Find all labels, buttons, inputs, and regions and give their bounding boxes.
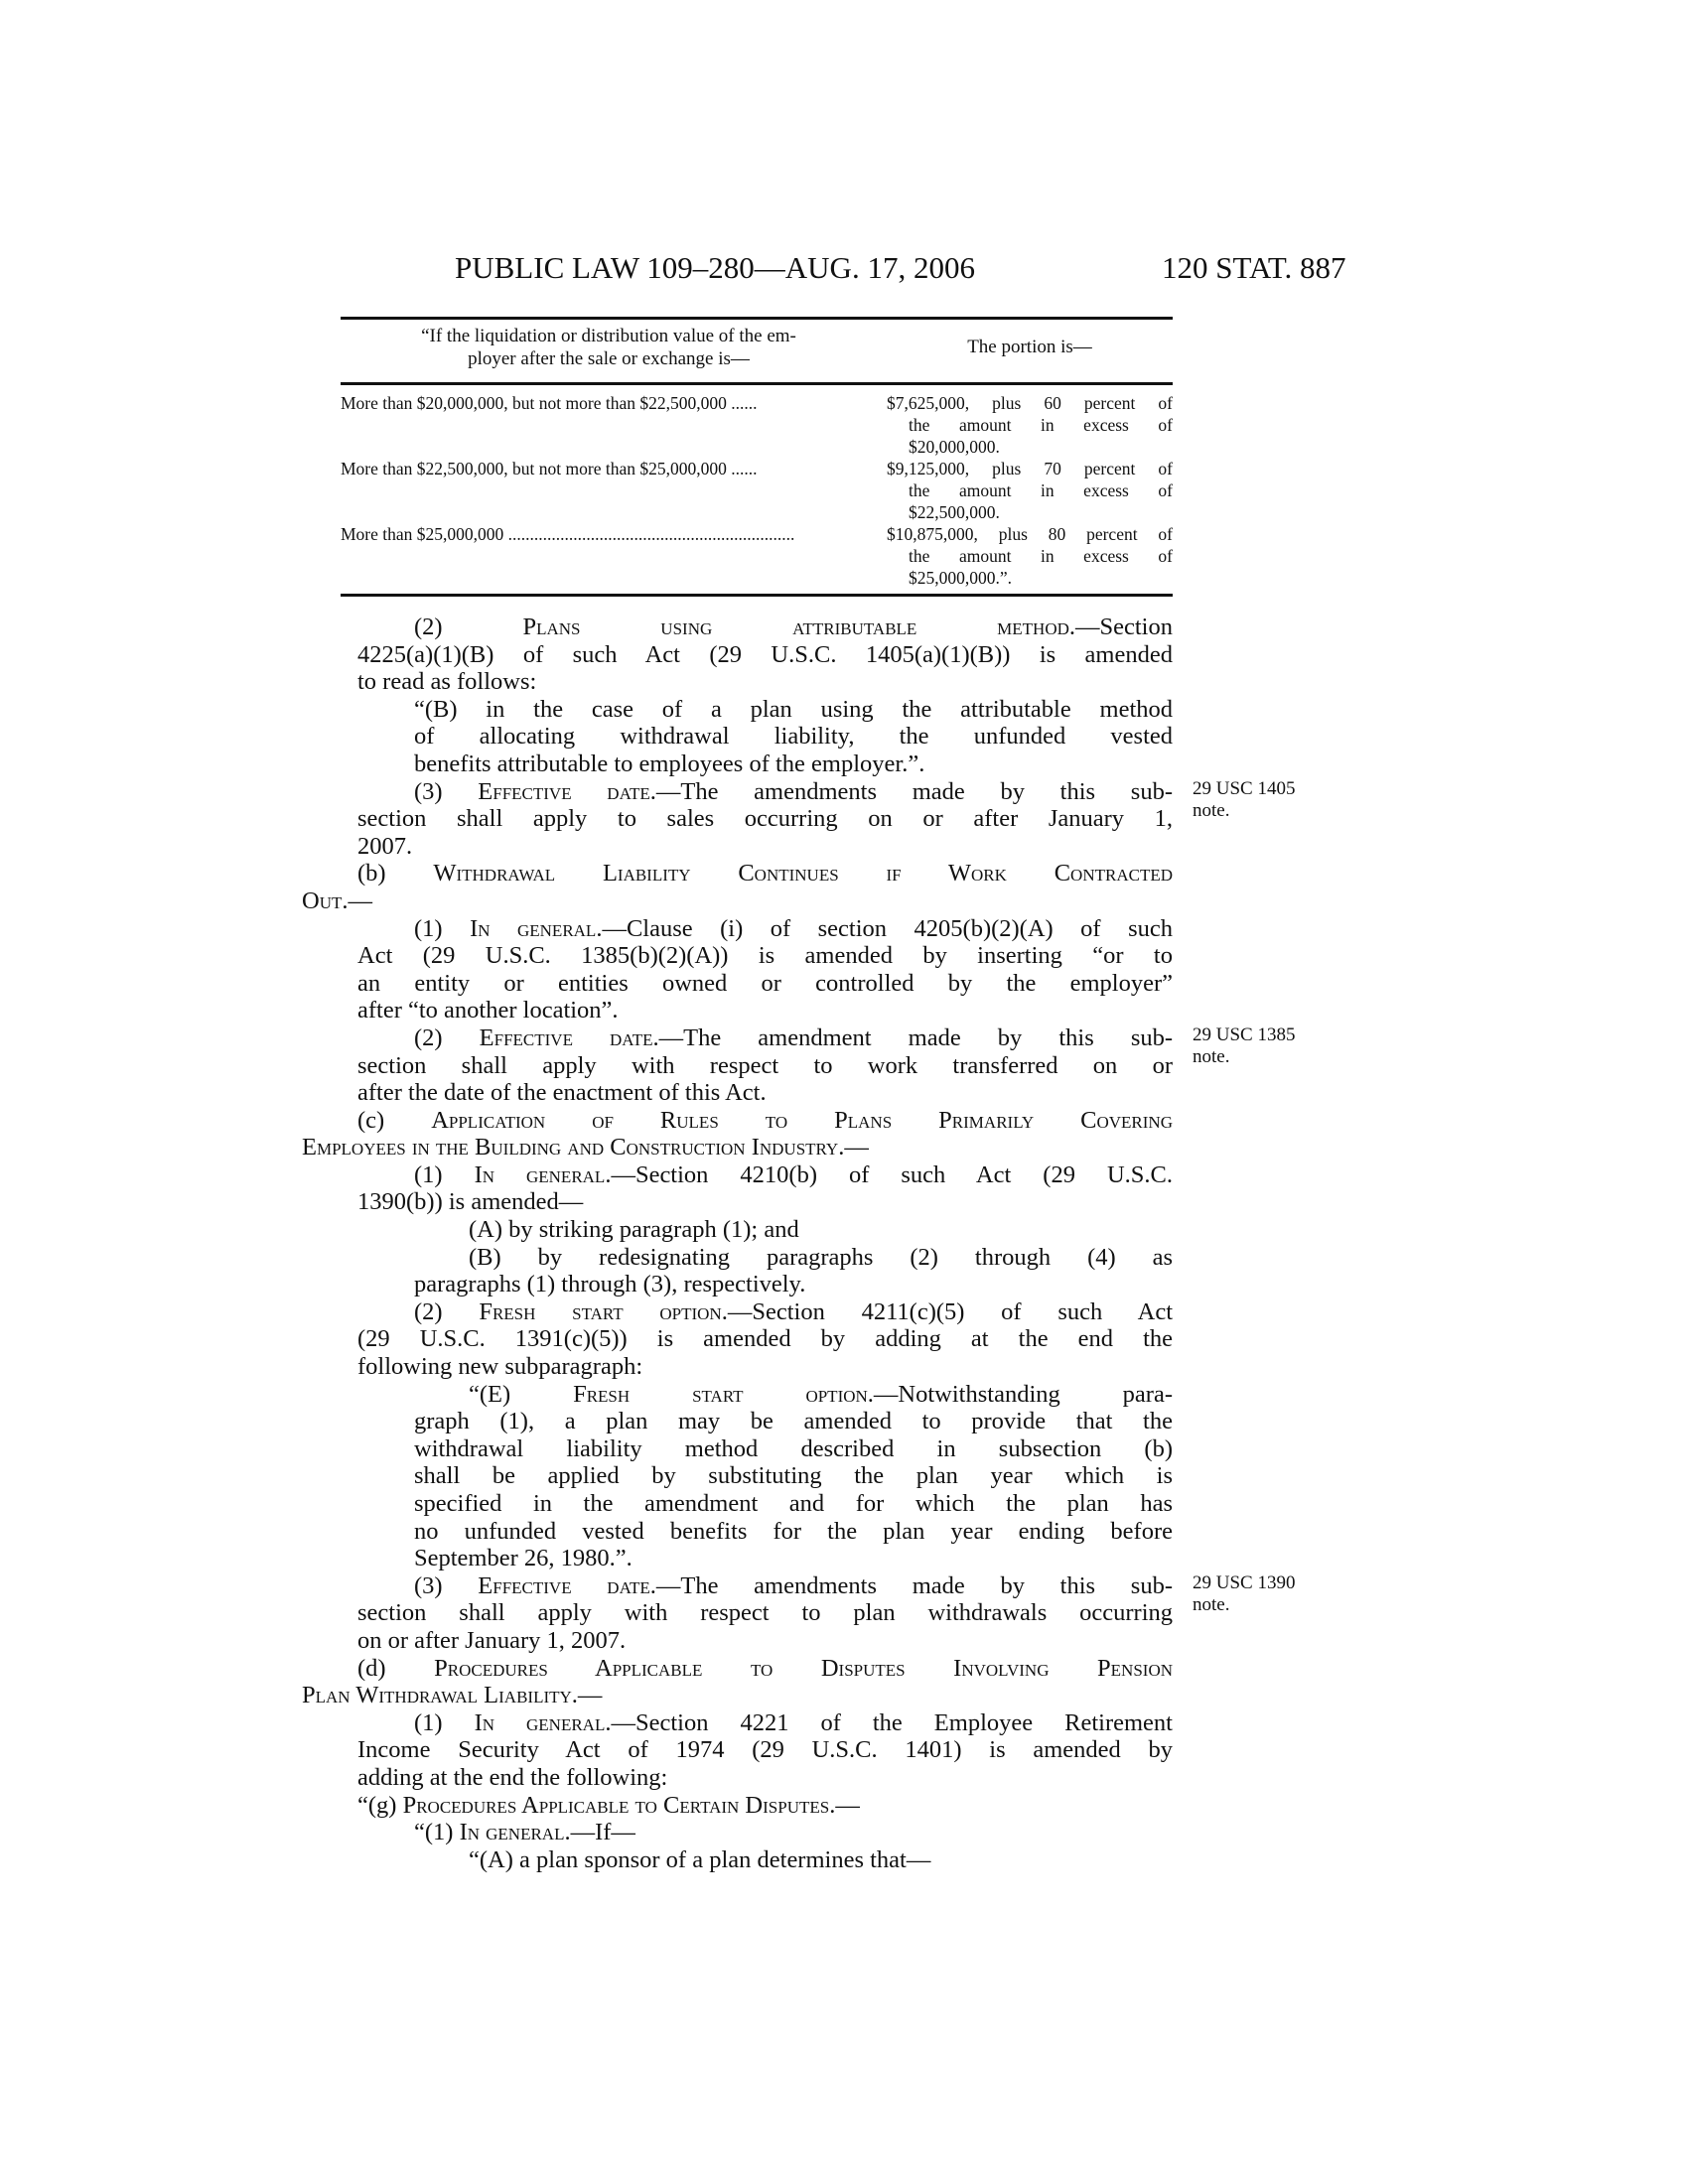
text-line bbox=[469, 1381, 1173, 1409]
margin-note bbox=[1193, 1572, 1295, 1616]
text-segment: .—Section 4211(c)(5) of such Act bbox=[721, 1297, 1173, 1325]
text-segment: .—Clause (i) of section 4205(b)(2)(A) of such bbox=[596, 914, 1173, 942]
text-line bbox=[357, 1188, 1173, 1216]
margin-note bbox=[1193, 778, 1295, 822]
text-segment: (29 U.S.C. 1391(c)(5)) is amended by adding at the end the bbox=[357, 1325, 1173, 1353]
text-line bbox=[357, 1792, 1173, 1820]
text-line bbox=[414, 1161, 1173, 1189]
text-line bbox=[302, 1682, 1173, 1709]
table-row-portion bbox=[887, 523, 1173, 589]
section-heading: Employees in the Building and Construction Industry bbox=[302, 1134, 839, 1161]
text-segment: section shall apply with respect to work transferred on or bbox=[357, 1051, 1173, 1079]
text-line bbox=[302, 1134, 1173, 1161]
text-line bbox=[469, 1846, 1173, 1874]
text-line bbox=[414, 1709, 1173, 1737]
text-segment: (1) bbox=[414, 1708, 475, 1736]
section-heading: Fresh start option bbox=[479, 1297, 722, 1325]
statute-body bbox=[302, 614, 1296, 1873]
text-line bbox=[357, 1599, 1173, 1627]
text-segment: (3) bbox=[414, 1571, 479, 1599]
text-segment: (c) bbox=[357, 1106, 432, 1134]
text-line bbox=[414, 614, 1173, 641]
portion-line: $25,000,000.”. bbox=[909, 568, 1013, 588]
text-segment: (3) bbox=[414, 777, 479, 805]
text-line bbox=[357, 1052, 1173, 1080]
text-line bbox=[414, 1490, 1173, 1518]
text-segment: section shall apply to sales occurring on or after January 1, bbox=[357, 805, 1173, 833]
table-row-portion bbox=[887, 392, 1173, 458]
text-segment: withdrawal liability method described in subsection (b) bbox=[414, 1434, 1173, 1462]
text-line bbox=[357, 641, 1173, 669]
text-line bbox=[357, 1353, 1173, 1381]
text-segment: an entity or entities owned or controlled by the employer” bbox=[357, 969, 1173, 997]
text-line bbox=[357, 860, 1173, 887]
header-line: “If the liquidation or distribution value of the em- bbox=[421, 326, 796, 346]
text-segment: after “to another location”. bbox=[357, 997, 619, 1024]
text-segment: (2) bbox=[414, 614, 523, 640]
text-segment: Income Security Act of 1974 (29 U.S.C. 1401) is amended by bbox=[357, 1736, 1173, 1764]
page-number: 120 STAT. 887 bbox=[1162, 250, 1346, 285]
text-line bbox=[357, 1736, 1173, 1764]
text-line bbox=[357, 1655, 1173, 1683]
text-line bbox=[414, 1462, 1173, 1490]
portion-line: $10,875,000, plus 80 percent of bbox=[887, 524, 1173, 544]
text-segment: .— bbox=[571, 1682, 603, 1709]
section-heading: Effective date bbox=[478, 1571, 650, 1599]
text-segment: .— bbox=[838, 1134, 869, 1161]
text-line bbox=[414, 1271, 1173, 1298]
text-segment: .—Notwithstanding para- bbox=[867, 1380, 1173, 1408]
text-segment: .— bbox=[342, 887, 372, 914]
text-segment: of allocating withdrawal liability, the unfunded vested bbox=[414, 723, 1173, 751]
text-segment: 2007. bbox=[357, 832, 413, 860]
text-segment: (2) bbox=[414, 1297, 480, 1325]
text-segment: (B) by redesignating paragraphs (2) through (4) as bbox=[469, 1243, 1173, 1271]
text-segment: (2) bbox=[414, 1024, 480, 1051]
text-line bbox=[357, 1107, 1173, 1135]
section-heading: Effective date bbox=[478, 777, 650, 805]
margin-note-line: note. bbox=[1193, 799, 1230, 821]
text-segment: (d) bbox=[357, 1654, 435, 1682]
portion-line: the amount in excess of bbox=[909, 480, 1173, 500]
section-heading: In general bbox=[474, 1160, 606, 1188]
text-segment: Act (29 U.S.C. 1385(b)(2)(A)) is amended by inserting “or to bbox=[357, 942, 1173, 970]
table-row-range: More than $20,000,000, but not more than $22,500,000 ...... bbox=[341, 393, 758, 413]
column-header-value bbox=[341, 325, 877, 370]
text-line bbox=[414, 696, 1173, 724]
text-line bbox=[469, 1244, 1173, 1272]
header-line: ployer after the sale or exchange is— bbox=[468, 348, 750, 369]
text-segment: benefits attributable to employees of the employer.”. bbox=[414, 750, 925, 777]
section-heading: Effective date bbox=[479, 1024, 653, 1051]
text-segment: .—The amendment made by this sub- bbox=[652, 1024, 1174, 1051]
text-segment: after the date of the enactment of this Act. bbox=[357, 1079, 767, 1107]
text-line bbox=[414, 1435, 1173, 1463]
section-heading: Plans using attributable method bbox=[522, 614, 1069, 640]
text-segment: .— bbox=[829, 1791, 860, 1819]
section-heading: Withdrawal Liability Continues if Work Contracted bbox=[433, 860, 1173, 887]
table-row-range: More than $22,500,000, but not more than $25,000,000 ...... bbox=[341, 459, 758, 478]
text-line bbox=[414, 915, 1173, 943]
text-segment: following new subparagraph: bbox=[357, 1353, 643, 1381]
section-heading: Fresh start option bbox=[573, 1380, 868, 1408]
margin-note-line: 29 USC 1405 bbox=[1193, 777, 1296, 799]
margin-note-line: note. bbox=[1193, 1593, 1230, 1615]
text-segment: paragraphs (1) through (3), respectively. bbox=[414, 1271, 806, 1298]
margin-note-line: 29 USC 1385 bbox=[1193, 1024, 1296, 1045]
text-segment: .—Section bbox=[1068, 614, 1173, 640]
text-line bbox=[469, 1216, 1173, 1244]
text-segment: “(A) a plan sponsor of a plan determines that— bbox=[469, 1845, 931, 1873]
text-segment: .—The amendments made by this sub- bbox=[649, 1571, 1173, 1599]
text-line bbox=[302, 887, 1173, 915]
section-heading: Application of Rules to Plans Primarily Covering bbox=[431, 1106, 1173, 1134]
text-line bbox=[357, 997, 1173, 1024]
section-heading: In general bbox=[470, 914, 597, 942]
text-line bbox=[357, 1079, 1173, 1107]
text-segment: shall be applied by substituting the plan year which is bbox=[414, 1462, 1173, 1490]
text-line bbox=[414, 751, 1173, 778]
section-heading: Plan Withdrawal Liability bbox=[302, 1682, 572, 1709]
text-line bbox=[357, 1764, 1173, 1792]
text-segment: .—If— bbox=[564, 1819, 635, 1846]
text-line bbox=[414, 1819, 1173, 1846]
text-line bbox=[357, 833, 1173, 861]
text-line bbox=[357, 1627, 1173, 1655]
portion-line: $20,000,000. bbox=[909, 437, 1000, 457]
text-segment: (1) bbox=[414, 1160, 475, 1188]
text-line bbox=[414, 1545, 1173, 1572]
section-heading: Procedures Applicable to Certain Disputes bbox=[402, 1791, 830, 1819]
text-segment: section shall apply with respect to plan withdrawals occurring bbox=[357, 1599, 1173, 1627]
text-segment: specified in the amendment and for which the plan has bbox=[414, 1490, 1173, 1517]
margin-note-line: note. bbox=[1193, 1045, 1230, 1067]
text-segment: “(E) bbox=[469, 1380, 574, 1408]
running-header-title: PUBLIC LAW 109–280—AUG. 17, 2006 bbox=[455, 250, 975, 285]
text-line bbox=[414, 1518, 1173, 1546]
text-segment: (1) bbox=[414, 914, 471, 942]
text-line bbox=[357, 1325, 1173, 1353]
section-heading: In general bbox=[474, 1708, 606, 1736]
section-heading: In general bbox=[459, 1819, 565, 1846]
text-segment: “(B) in the case of a plan using the attributable method bbox=[414, 695, 1173, 723]
text-line bbox=[414, 1298, 1173, 1326]
text-line bbox=[357, 805, 1173, 833]
text-segment: graph (1), a plan may be amended to provide that the bbox=[414, 1408, 1173, 1435]
text-segment: September 26, 1980.”. bbox=[414, 1545, 633, 1572]
column-header-portion: The portion is— bbox=[967, 337, 1092, 357]
section-heading: Out bbox=[302, 887, 343, 914]
text-segment: on or after January 1, 2007. bbox=[357, 1626, 627, 1654]
text-segment: “(g) bbox=[357, 1791, 403, 1819]
text-segment: 4225(a)(1)(B) of such Act (29 U.S.C. 1405(a)(1)(B)) is amended bbox=[357, 640, 1173, 668]
text-segment: “(1) bbox=[414, 1819, 460, 1846]
text-line bbox=[357, 970, 1173, 998]
table-row-portion bbox=[887, 458, 1173, 523]
text-segment: .—The amendments made by this sub- bbox=[649, 777, 1173, 805]
portion-line: $9,125,000, plus 70 percent of bbox=[887, 459, 1173, 478]
text-line bbox=[414, 1408, 1173, 1435]
text-segment: no unfunded vested benefits for the plan year ending before bbox=[414, 1517, 1173, 1545]
table-row-range: More than $25,000,000 .................................................................. bbox=[341, 524, 795, 544]
text-line bbox=[414, 723, 1173, 751]
text-segment: (A) by striking paragraph (1); and bbox=[469, 1216, 799, 1244]
text-segment: .—Section 4221 of the Employee Retirement bbox=[605, 1708, 1173, 1736]
portion-line: the amount in excess of bbox=[909, 415, 1173, 435]
text-segment: (b) bbox=[357, 860, 434, 887]
table-bottom-rule bbox=[341, 594, 1173, 597]
text-segment: to read as follows: bbox=[357, 668, 537, 696]
portion-line: $22,500,000. bbox=[909, 502, 1000, 522]
margin-note bbox=[1193, 1024, 1295, 1068]
portion-line: $7,625,000, plus 60 percent of bbox=[887, 393, 1173, 413]
section-heading: Procedures Applicable to Disputes Involving Pension bbox=[434, 1654, 1173, 1682]
text-segment: 1390(b)) is amended— bbox=[357, 1188, 584, 1216]
text-line bbox=[357, 668, 1173, 696]
margin-note-line: 29 USC 1390 bbox=[1193, 1571, 1296, 1593]
text-line bbox=[357, 942, 1173, 970]
table-top-rule bbox=[341, 317, 1173, 320]
text-segment: adding at the end the following: bbox=[357, 1763, 668, 1791]
table-header-rule bbox=[341, 382, 1173, 385]
text-segment: .—Section 4210(b) of such Act (29 U.S.C. bbox=[605, 1160, 1173, 1188]
portion-line: the amount in excess of bbox=[909, 546, 1173, 566]
